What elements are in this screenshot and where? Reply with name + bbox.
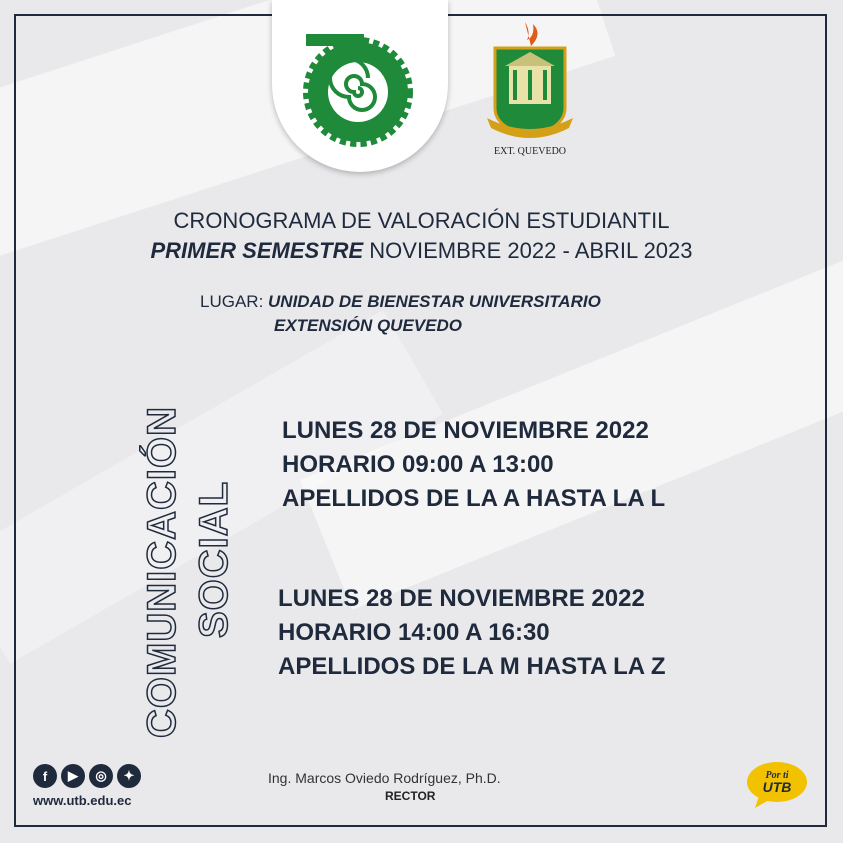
schedule-date: LUNES 28 DE NOVIEMBRE 2022 [278, 585, 645, 612]
utb-seal-logo [288, 22, 428, 162]
place-label: LUGAR: [200, 292, 269, 311]
place-line [200, 292, 601, 312]
vertical-career-title [140, 360, 240, 740]
por-ti-utb-badge [745, 760, 809, 810]
schedule-surnames: APELLIDOS DE LA M HASTA LA Z [278, 653, 666, 680]
schedule-block-2 [278, 582, 666, 684]
schedule-surnames: APELLIDOS DE LA A HASTA LA L [282, 485, 666, 512]
extension-crest-logo [485, 18, 575, 142]
svg-text:UTB: UTB [762, 779, 792, 795]
semester-line [0, 238, 843, 264]
place-value-line2: EXTENSIÓN QUEVEDO [274, 316, 462, 335]
schedule-block-1 [282, 414, 665, 516]
schedule-time: HORARIO 09:00 A 13:00 [282, 451, 554, 478]
signer-name: Ing. Marcos Oviedo Rodríguez, Ph.D. [268, 770, 501, 786]
semester-range: NOVIEMBRE 2022 - ABRIL 2023 [363, 238, 693, 263]
twitter-icon[interactable]: ✦ [117, 764, 141, 788]
semester-label: PRIMER SEMESTRE [150, 238, 364, 263]
place-value: UNIDAD DE BIENESTAR UNIVERSITARIO [268, 292, 601, 311]
facebook-icon[interactable]: f [33, 764, 57, 788]
career-line2: SOCIAL [192, 480, 236, 638]
youtube-icon[interactable]: ▶ [61, 764, 85, 788]
signer-role: RECTOR [385, 789, 436, 803]
instagram-icon[interactable]: ◎ [89, 764, 113, 788]
social-icons [33, 764, 141, 788]
page-title: CRONOGRAMA DE VALORACIÓN ESTUDIANTIL [173, 208, 670, 233]
schedule-time: HORARIO 14:00 A 16:30 [278, 619, 550, 646]
career-line1: COMUNICACIÓN [140, 406, 184, 738]
svg-text:Por ti: Por ti [765, 770, 789, 781]
schedule-date: LUNES 28 DE NOVIEMBRE 2022 [282, 417, 649, 444]
crest-caption: EXT. QUEVEDO [493, 146, 567, 157]
website-link[interactable]: www.utb.edu.ec [33, 793, 132, 808]
